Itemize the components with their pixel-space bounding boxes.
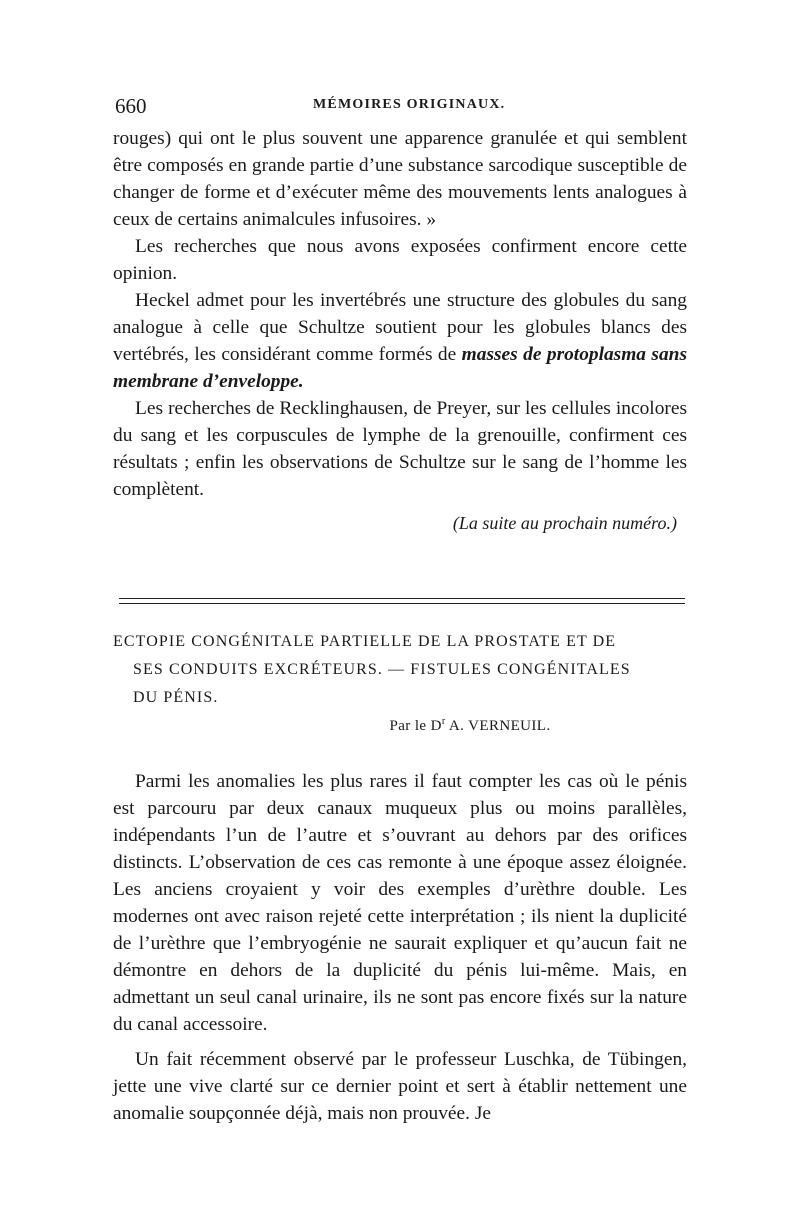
previous-article-ending [113, 125, 687, 534]
author-byline: Par le $D^r$ A. VERNEUIL. [389, 716, 551, 734]
divider-rule-top [119, 598, 685, 599]
paragraph: rouges) qui ont le plus souvent une apparence granulée et qui semblent être composés en grande partie d’une substance sarcodique susceptible de changer de forme et d’exécuter même des mouvements lents analogues à ceux de certains animalcules infusoires. » [113, 128, 687, 230]
page-header [113, 94, 687, 124]
paragraph: Parmi les anomalies les plus rares il faut compter les cas où le pénis est parcouru par deux canaux muqueux plus ou moins parallèles, indépendants l’un de l’autre et s’ouvrant au dehors par des orifices distincts. L’observation de ces cas remonte à une époque assez éloignée. Les anciens croyaient y voir des exemples d’urèthre double. Les modernes ont avec raison rejeté cette interprétation ; ils nient la duplicité de l’urèthre que l’embryogénie ne saurait expliquer et qu’aucun fait ne démontre en dehors de la duplicité du pénis lui-même. Mais, en admettant un seul canal urinaire, ils ne sont pas encore fixés sur la nature du canal accessoire. [113, 771, 687, 1035]
paragraph: Les recherches de Recklinghausen, de Preyer, sur les cellules incolores du sang et les corpuscules de lymphe de la grenouille, confirment ces résultats ; enfin les observations de Schultze sur le sang de l’homme les complètent. [113, 398, 687, 500]
continuation-note: (La suite au prochain numéro.) [452, 513, 677, 533]
emphasized-text: masses de protoplasma sans membrane d’enveloppe. [113, 344, 687, 392]
article-body [113, 768, 687, 1127]
article-title-line: SES CONDUITS EXCRÉTEURS. — FISTULES CONGÉNITALES [133, 661, 631, 678]
article-title-line: ECTOPIE CONGÉNITALE PARTIELLE DE LA PROSTATE ET DE [113, 633, 617, 650]
article-title-line: DU PÉNIS. [133, 689, 219, 706]
running-head: MÉMOIRES ORIGINAUX. [313, 97, 506, 112]
paragraph: Un fait récemment observé par le professeur Luschka, de Tübingen, jette une vive clarté sur ce dernier point et sert à établir nettement une anomalie soupçonnée déjà, mais non prouvée. Je [113, 1049, 687, 1124]
paragraph [113, 287, 687, 395]
page-number: 660 [115, 94, 147, 118]
paragraph-text: Heckel admet pour les invertébrés une structure des globules du sang analogue à celle que Schultze soutient pour les globules blancs des vertébrés, les considérant comme formés de [113, 290, 687, 365]
new-article [113, 628, 687, 735]
paragraph: Les recherches que nous avons exposées confirment encore cette opinion. [113, 236, 687, 284]
divider-rule-bottom [119, 603, 685, 604]
